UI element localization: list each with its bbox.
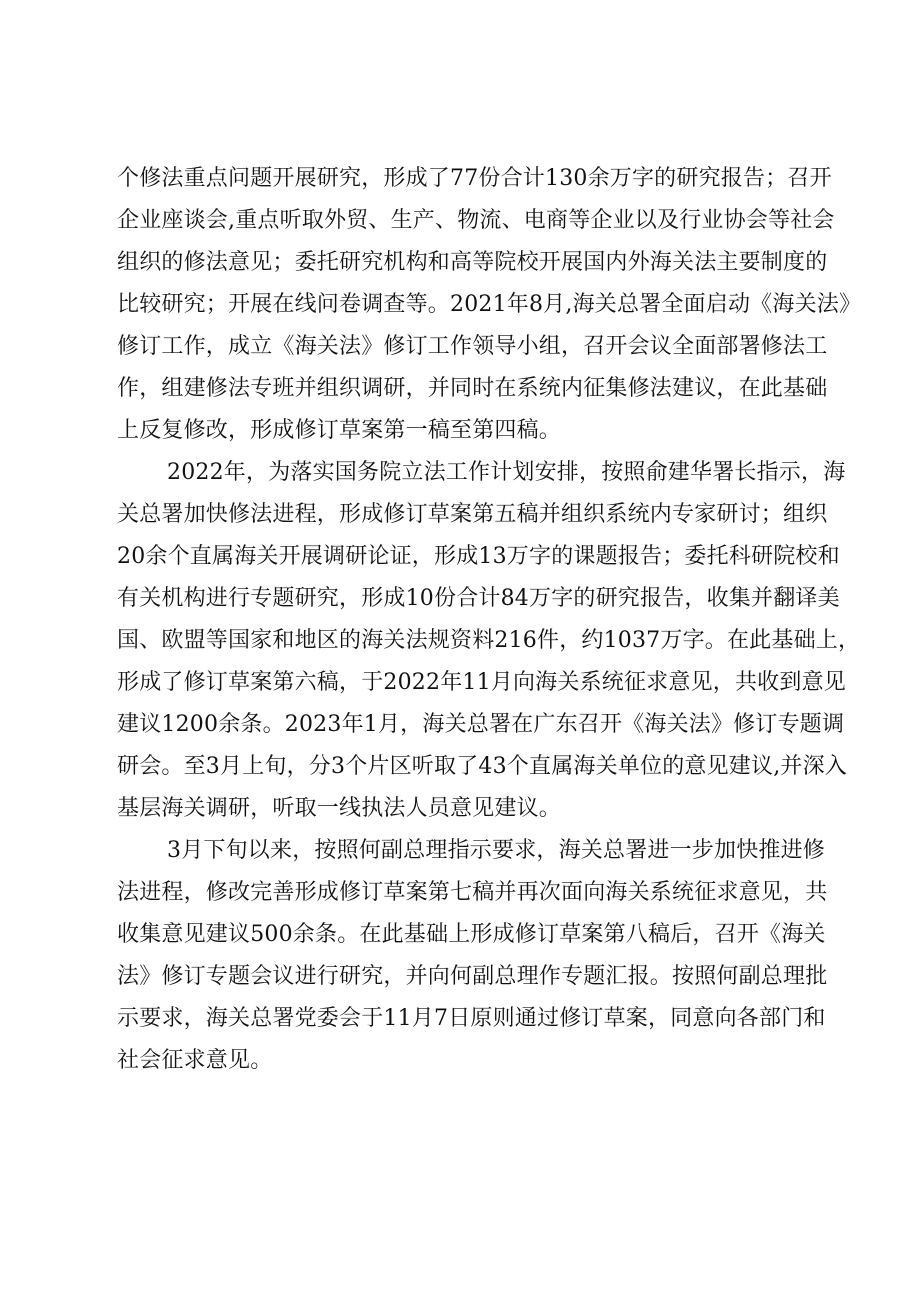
text-line: 3月下旬以来，按照何副总理指示要求，海关总署进一步加快推进修: [167, 838, 825, 863]
text-line: 形成了修订草案第六稿，于2022年11月向海关系统征求意见，共收到意见: [117, 670, 846, 695]
text-line: 上反复修改，形成修订草案第一稿至第四稿。: [117, 418, 562, 443]
body-text: [117, 158, 862, 1082]
text-line: 建议1200余条。2023年1月，海关总署在广东召开《海关法》修订专题调: [117, 712, 845, 737]
text-line: 20余个直属海关开展调研论证，形成13万字的课题报告；委托科研院校和: [117, 544, 840, 569]
text-line: 示要求，海关总署党委会于11月7日原则通过修订草案，同意向各部门和: [117, 1006, 826, 1031]
text-line: 组织的修法意见；委托研究机构和高等院校开展国内外海关法主要制度的: [117, 250, 828, 275]
text-line: 企业座谈会,重点听取外贸、生产、物流、电商等企业以及行业协会等社会: [117, 208, 835, 233]
text-line: 法进程，修改完善形成修订草案第七稿并再次面向海关系统征求意见，共: [117, 880, 828, 905]
text-line: 研会。至3月上旬，分3个片区听取了43个直属海关单位的意见建议,并深入: [117, 754, 847, 779]
text-line: 个修法重点问题开展研究，形成了77份合计130余万字的研究报告；召开: [117, 166, 832, 191]
text-line: 基层海关调研，听取一线执法人员意见建议。: [117, 796, 562, 821]
text-line: 2022年，为落实国务院立法工作计划安排，按照俞建华署长指示，海: [167, 460, 846, 485]
text-line: 关总署加快修法进程，形成修订草案第五稿并组织系统内专家研讨；组织: [117, 502, 828, 527]
text-line: 国、欧盟等国家和地区的海关法规资料216件，约1037万字。在此基础上，: [117, 628, 861, 653]
paragraph-2: [117, 452, 861, 830]
text-line: 法》修订专题会议进行研究，并向何副总理作专题汇报。按照何副总理批: [117, 964, 828, 989]
text-line: 作，组建修法专班并组织调研，并同时在系统内征集修法建议，在此基础: [117, 376, 828, 401]
paragraph-1: [117, 158, 862, 452]
text-line: 收集意见建议500余条。在此基础上形成修订草案第八稿后，召开《海关: [117, 922, 826, 947]
text-line: 比较研究；开展在线问卷调查等。2021年8月,海关总署全面启动《海关法》: [117, 292, 862, 317]
text-line: 有关机构进行专题研究，形成10份合计84万字的研究报告，收集并翻译美: [117, 586, 840, 611]
paragraph-3: [117, 830, 828, 1082]
text-line: 社会征求意见。: [117, 1048, 273, 1073]
text-line: 修订工作，成立《海关法》修订工作领导小组，召开会议全面部署修法工: [117, 334, 828, 359]
